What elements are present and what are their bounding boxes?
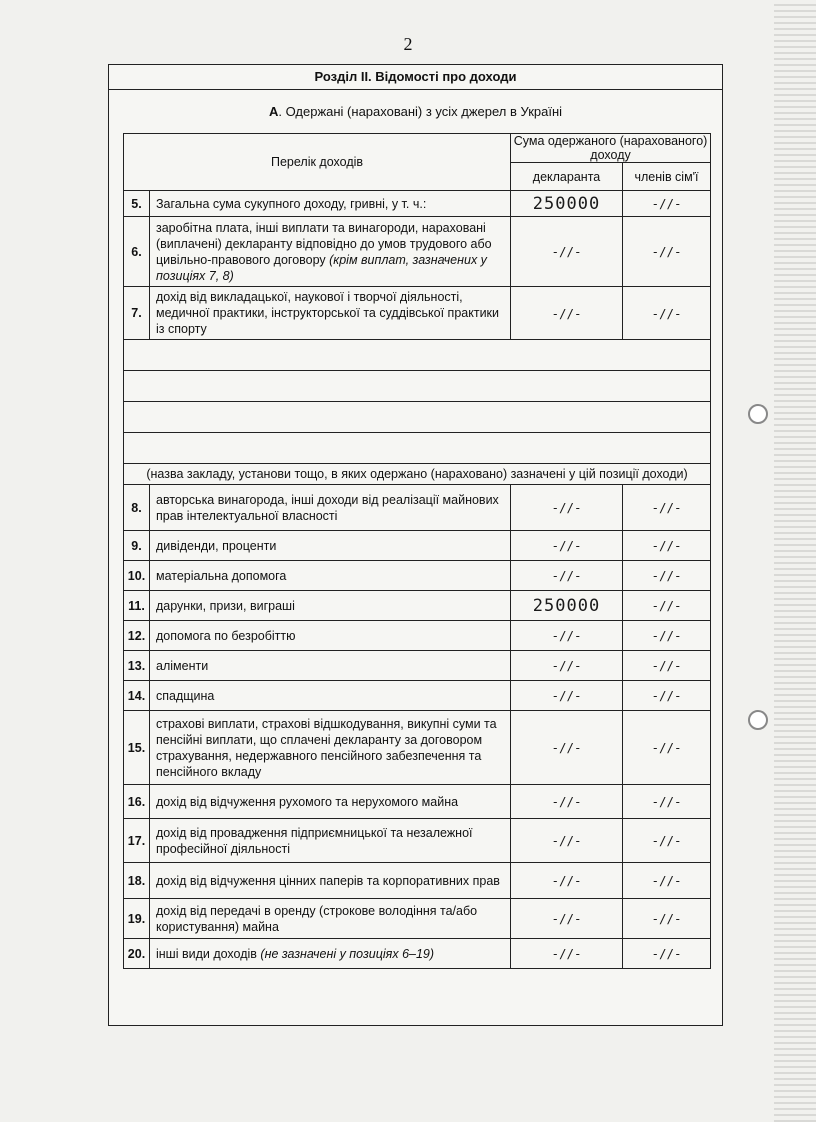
subtitle-text: . Одержані (нараховані) з усіх джерел в Україні bbox=[278, 104, 563, 119]
declarant-amount: -//- bbox=[511, 621, 623, 651]
institution-note-row bbox=[124, 464, 711, 485]
institution-blank-cell bbox=[124, 371, 711, 402]
row-number: 9. bbox=[124, 531, 150, 561]
row-number: 18. bbox=[124, 863, 150, 899]
family-amount: -//- bbox=[623, 711, 711, 785]
family-amount: -//- bbox=[623, 785, 711, 819]
institution-note: (назва закладу, установи тощо, в яких одержано (нараховано) зазначені у цій позиції доходи) bbox=[124, 464, 711, 485]
declarant-amount: -//- bbox=[511, 287, 623, 340]
row-text: дарунки, призи, виграші bbox=[156, 598, 295, 613]
row-description bbox=[150, 591, 511, 621]
row-text: спадщина bbox=[156, 688, 215, 703]
declarant-amount: -//- bbox=[511, 939, 623, 969]
table-row bbox=[124, 191, 711, 217]
row-number: 14. bbox=[124, 681, 150, 711]
row-description bbox=[150, 785, 511, 819]
row-note: (не зазначені у позиціях 6–19) bbox=[256, 946, 435, 961]
declarant-amount: -//- bbox=[511, 485, 623, 531]
family-amount: -//- bbox=[623, 939, 711, 969]
declarant-amount: -//- bbox=[511, 531, 623, 561]
table-row bbox=[124, 939, 711, 969]
row-description bbox=[150, 287, 511, 340]
row-number: 12. bbox=[124, 621, 150, 651]
row-text: інші види доходів bbox=[156, 946, 257, 961]
institution-blank-row bbox=[124, 402, 711, 433]
row-text: заробітна плата, інші виплати та винагороди, нараховані (виплачені) декларанту відповідно до умов трудового або цивільно-правового договору bbox=[156, 220, 492, 267]
family-amount: -//- bbox=[623, 191, 711, 217]
row-description bbox=[150, 217, 511, 287]
row-description bbox=[150, 819, 511, 863]
row-text: дивіденди, проценти bbox=[156, 538, 277, 553]
family-amount: -//- bbox=[623, 819, 711, 863]
family-amount: -//- bbox=[623, 485, 711, 531]
row-number: 20. bbox=[124, 939, 150, 969]
table-row bbox=[124, 863, 711, 899]
row-description bbox=[150, 531, 511, 561]
income-table bbox=[123, 133, 711, 969]
binding-hole bbox=[748, 710, 768, 730]
table-row bbox=[124, 561, 711, 591]
declarant-amount: -//- bbox=[511, 819, 623, 863]
declarant-amount: -//- bbox=[511, 863, 623, 899]
header-family: членів сім'ї bbox=[623, 163, 711, 191]
table-row bbox=[124, 217, 711, 287]
row-text: допомога по безробіттю bbox=[156, 628, 296, 643]
page-number: 2 bbox=[403, 34, 413, 54]
row-number: 11. bbox=[124, 591, 150, 621]
row-description bbox=[150, 191, 511, 217]
declarant-amount: -//- bbox=[511, 217, 623, 287]
table-row bbox=[124, 785, 711, 819]
row-description bbox=[150, 681, 511, 711]
income-form bbox=[108, 64, 723, 1026]
table-row bbox=[124, 287, 711, 340]
table-row bbox=[124, 681, 711, 711]
family-amount: -//- bbox=[623, 561, 711, 591]
binding-hole bbox=[748, 404, 768, 424]
family-amount: -//- bbox=[623, 531, 711, 561]
table-row bbox=[124, 711, 711, 785]
institution-blank-cell bbox=[124, 340, 711, 371]
row-number: 15. bbox=[124, 711, 150, 785]
row-text: дохід від відчуження цінних паперів та корпоративних прав bbox=[156, 873, 500, 888]
header-income-list: Перелік доходів bbox=[124, 134, 511, 191]
row-description bbox=[150, 711, 511, 785]
row-text: матеріальна допомога bbox=[156, 568, 287, 583]
table-row bbox=[124, 621, 711, 651]
declarant-amount: -//- bbox=[511, 561, 623, 591]
row-number: 5. bbox=[124, 191, 150, 217]
declarant-amount: -//- bbox=[511, 651, 623, 681]
declarant-amount: 250000 bbox=[511, 191, 623, 217]
family-amount: -//- bbox=[623, 621, 711, 651]
section-subtitle bbox=[109, 90, 722, 134]
table-row bbox=[124, 819, 711, 863]
family-amount: -//- bbox=[623, 899, 711, 939]
row-number: 10. bbox=[124, 561, 150, 591]
declarant-amount: -//- bbox=[511, 711, 623, 785]
family-amount: -//- bbox=[623, 591, 711, 621]
family-amount: -//- bbox=[623, 681, 711, 711]
row-number: 16. bbox=[124, 785, 150, 819]
family-amount: -//- bbox=[623, 217, 711, 287]
row-description bbox=[150, 651, 511, 681]
row-description bbox=[150, 561, 511, 591]
institution-blank-row bbox=[124, 340, 711, 371]
table-row bbox=[124, 651, 711, 681]
section-title: Розділ ІІ. Відомості про доходи bbox=[109, 65, 722, 90]
row-number: 17. bbox=[124, 819, 150, 863]
binding-edge bbox=[774, 0, 816, 1122]
institution-blank-cell bbox=[124, 433, 711, 464]
row-text: страхові виплати, страхові відшкодування, викупні суми та пенсійні виплати, що сплачені декларанту за договором страхування, недержавного пенсійного забезпечення та пенсійного вкладу bbox=[156, 716, 497, 779]
row-text: авторська винагорода, інші доходи від реалізації майнових прав інтелектуальної власності bbox=[156, 492, 499, 523]
declarant-amount: -//- bbox=[511, 681, 623, 711]
header-declarant: декларанта bbox=[511, 163, 623, 191]
row-number: 8. bbox=[124, 485, 150, 531]
institution-blank-cell bbox=[124, 402, 711, 433]
institution-blank-row bbox=[124, 371, 711, 402]
family-amount: -//- bbox=[623, 863, 711, 899]
row-description bbox=[150, 939, 511, 969]
subtitle-letter: А bbox=[268, 104, 279, 119]
table-row bbox=[124, 591, 711, 621]
declarant-amount: -//- bbox=[511, 785, 623, 819]
row-text: дохід від передачі в оренду (строкове володіння та/або користування) майна bbox=[156, 903, 478, 934]
row-number: 13. bbox=[124, 651, 150, 681]
institution-blank-row bbox=[124, 433, 711, 464]
row-description bbox=[150, 485, 511, 531]
row-number: 7. bbox=[124, 287, 150, 340]
row-text: дохід від викладацької, наукової і творчої діяльності, медичної практики, інструкторської та суддівської практики із спорту bbox=[156, 290, 499, 336]
family-amount: -//- bbox=[623, 287, 711, 340]
table-header-row bbox=[124, 134, 711, 163]
table-row bbox=[124, 899, 711, 939]
row-description bbox=[150, 621, 511, 651]
row-note: (крім виплат, зазначених у позиціях 7, 8) bbox=[156, 252, 487, 283]
table-row bbox=[124, 531, 711, 561]
row-text: дохід від провадження підприємницької та незалежної професійної діяльності bbox=[156, 825, 473, 856]
row-description bbox=[150, 863, 511, 899]
table-row bbox=[124, 485, 711, 531]
header-amount: Сума одержаного (нарахованого) доходу bbox=[511, 134, 711, 163]
family-amount: -//- bbox=[623, 651, 711, 681]
row-text: Загальна сума сукупного доходу, гривні, у т. ч.: bbox=[156, 196, 427, 211]
row-description bbox=[150, 899, 511, 939]
row-number: 6. bbox=[124, 217, 150, 287]
row-number: 19. bbox=[124, 899, 150, 939]
declarant-amount: 250000 bbox=[511, 591, 623, 621]
declarant-amount: -//- bbox=[511, 899, 623, 939]
row-text: аліменти bbox=[156, 658, 209, 673]
row-text: дохід від відчуження рухомого та нерухомого майна bbox=[156, 794, 459, 809]
